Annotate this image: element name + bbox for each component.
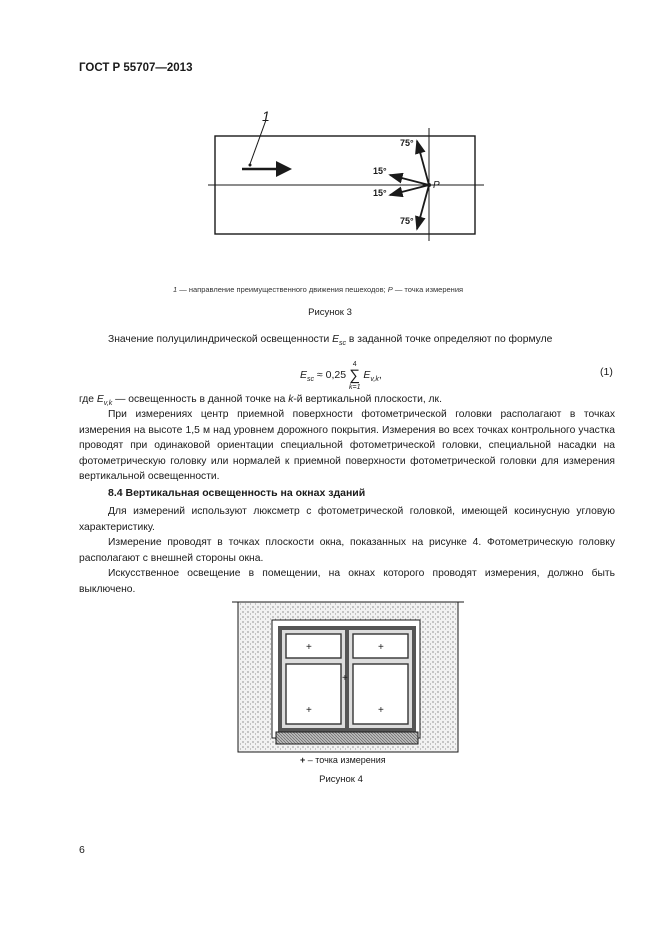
- formula-term: E: [363, 368, 371, 381]
- figure-3-diagram: [200, 108, 490, 248]
- legend-num: 1: [173, 285, 178, 294]
- measure-point-3: +: [342, 673, 348, 684]
- legend-p: P: [387, 285, 393, 294]
- legend-marker: +: [300, 755, 306, 765]
- angle-label-top: 75°: [400, 138, 414, 148]
- section-heading: 8.4 Вертикальная освещенность на окнах зданий: [108, 487, 366, 499]
- intro-subscript: sc: [339, 340, 347, 348]
- measure-point-1: +: [306, 642, 312, 653]
- document-header: ГОСТ Р 55707—2013: [79, 62, 193, 74]
- point-p-dot: [427, 183, 431, 187]
- formula-rel: ≈ 0,25: [314, 368, 347, 381]
- intro-after: в заданной точке определяют по формуле: [346, 334, 553, 345]
- angle-label-mid-down: 15°: [373, 188, 387, 198]
- where-post: -й вертикальной плоскости, лк.: [293, 394, 442, 405]
- arrow-75-up: [417, 141, 429, 185]
- arrow-75-down: [417, 185, 429, 229]
- intro-paragraph: [79, 332, 615, 352]
- angle-label-mid-up: 15°: [373, 166, 387, 176]
- paragraph-4-text: Измерение проводят в точках плоскости окна, показанных на рисунке 4. Фотометрическую головку располагают с внешней стороны окна.: [79, 537, 615, 564]
- figure-3-legend: [173, 285, 463, 294]
- figure-3-caption: Рисунок 3: [308, 307, 352, 318]
- page-number: 6: [79, 844, 85, 856]
- where-subscript: v,k: [103, 400, 113, 408]
- callout-leader: [250, 120, 266, 164]
- where-pre: где: [79, 394, 97, 405]
- legend-text-2: — точка измерения: [392, 285, 464, 294]
- figure-4-caption: Рисунок 4: [319, 774, 363, 785]
- legend-marker-text: – точка измерения: [305, 755, 386, 765]
- direction-arrow-head: [276, 161, 292, 177]
- paragraph-5-text: Искусственное освещение в помещении, на окнах которого проводят измерения, должно быть выключено.: [79, 568, 615, 595]
- callout-number: 1: [262, 108, 270, 124]
- figure-4-legend: [300, 755, 386, 765]
- where-symbol: E: [96, 394, 104, 405]
- sum-upper: 4: [352, 361, 357, 368]
- paragraph-3: [79, 504, 615, 535]
- callout-dot: [249, 164, 252, 167]
- legend-text: — направление преимущественного движения пешеходов;: [177, 285, 388, 294]
- formula-lhs: E: [300, 368, 308, 381]
- measure-point-4: +: [306, 705, 312, 716]
- angle-label-bottom: 75°: [400, 216, 414, 226]
- formula-lhs-sub: sc: [307, 376, 315, 384]
- figure-4-window: [232, 596, 464, 756]
- intro-symbol: E: [332, 334, 340, 345]
- paragraph-3-text: Для измерений используют люксметр с фотометрической головкой, имеющей косинусную угловую характеристику.: [79, 506, 615, 533]
- paragraph-2-text: При измерениях центр приемной поверхности фотометрической головки располагают в точках измерения на высоте 1,5 м над уровнем дорожного покрытия. Измерения во всех точках контрольного участка проводят при одинаковой ориентации специальной фотометрической головки, специальной насадки на фотометрическую головку или нормалей к приемной поверхности фотометрической головки для измерения вертикальной освещенности.: [79, 409, 615, 483]
- formula-number: (1): [600, 366, 613, 378]
- formula-1: [300, 360, 382, 392]
- paragraph-5: [79, 566, 615, 597]
- point-p-label: P: [433, 180, 440, 191]
- measurement-paragraph: [79, 407, 615, 485]
- formula-term-sub: v,k: [370, 376, 379, 384]
- where-mid: — освещенность в данной точке на: [112, 394, 289, 405]
- window-sill: [276, 732, 418, 744]
- measure-point-2: +: [378, 642, 384, 653]
- where-k: k: [288, 394, 294, 405]
- sum-lower: k=1: [348, 384, 361, 391]
- arrow-15-down: [390, 185, 429, 195]
- sum-symbol: ∑: [349, 367, 361, 384]
- intro-before: Значение полуцилиндрической освещенности: [108, 334, 333, 345]
- paragraph-4: [79, 535, 615, 566]
- arrow-15-up: [390, 175, 429, 185]
- measure-point-5: +: [378, 705, 384, 716]
- formula-end: ,: [378, 368, 382, 381]
